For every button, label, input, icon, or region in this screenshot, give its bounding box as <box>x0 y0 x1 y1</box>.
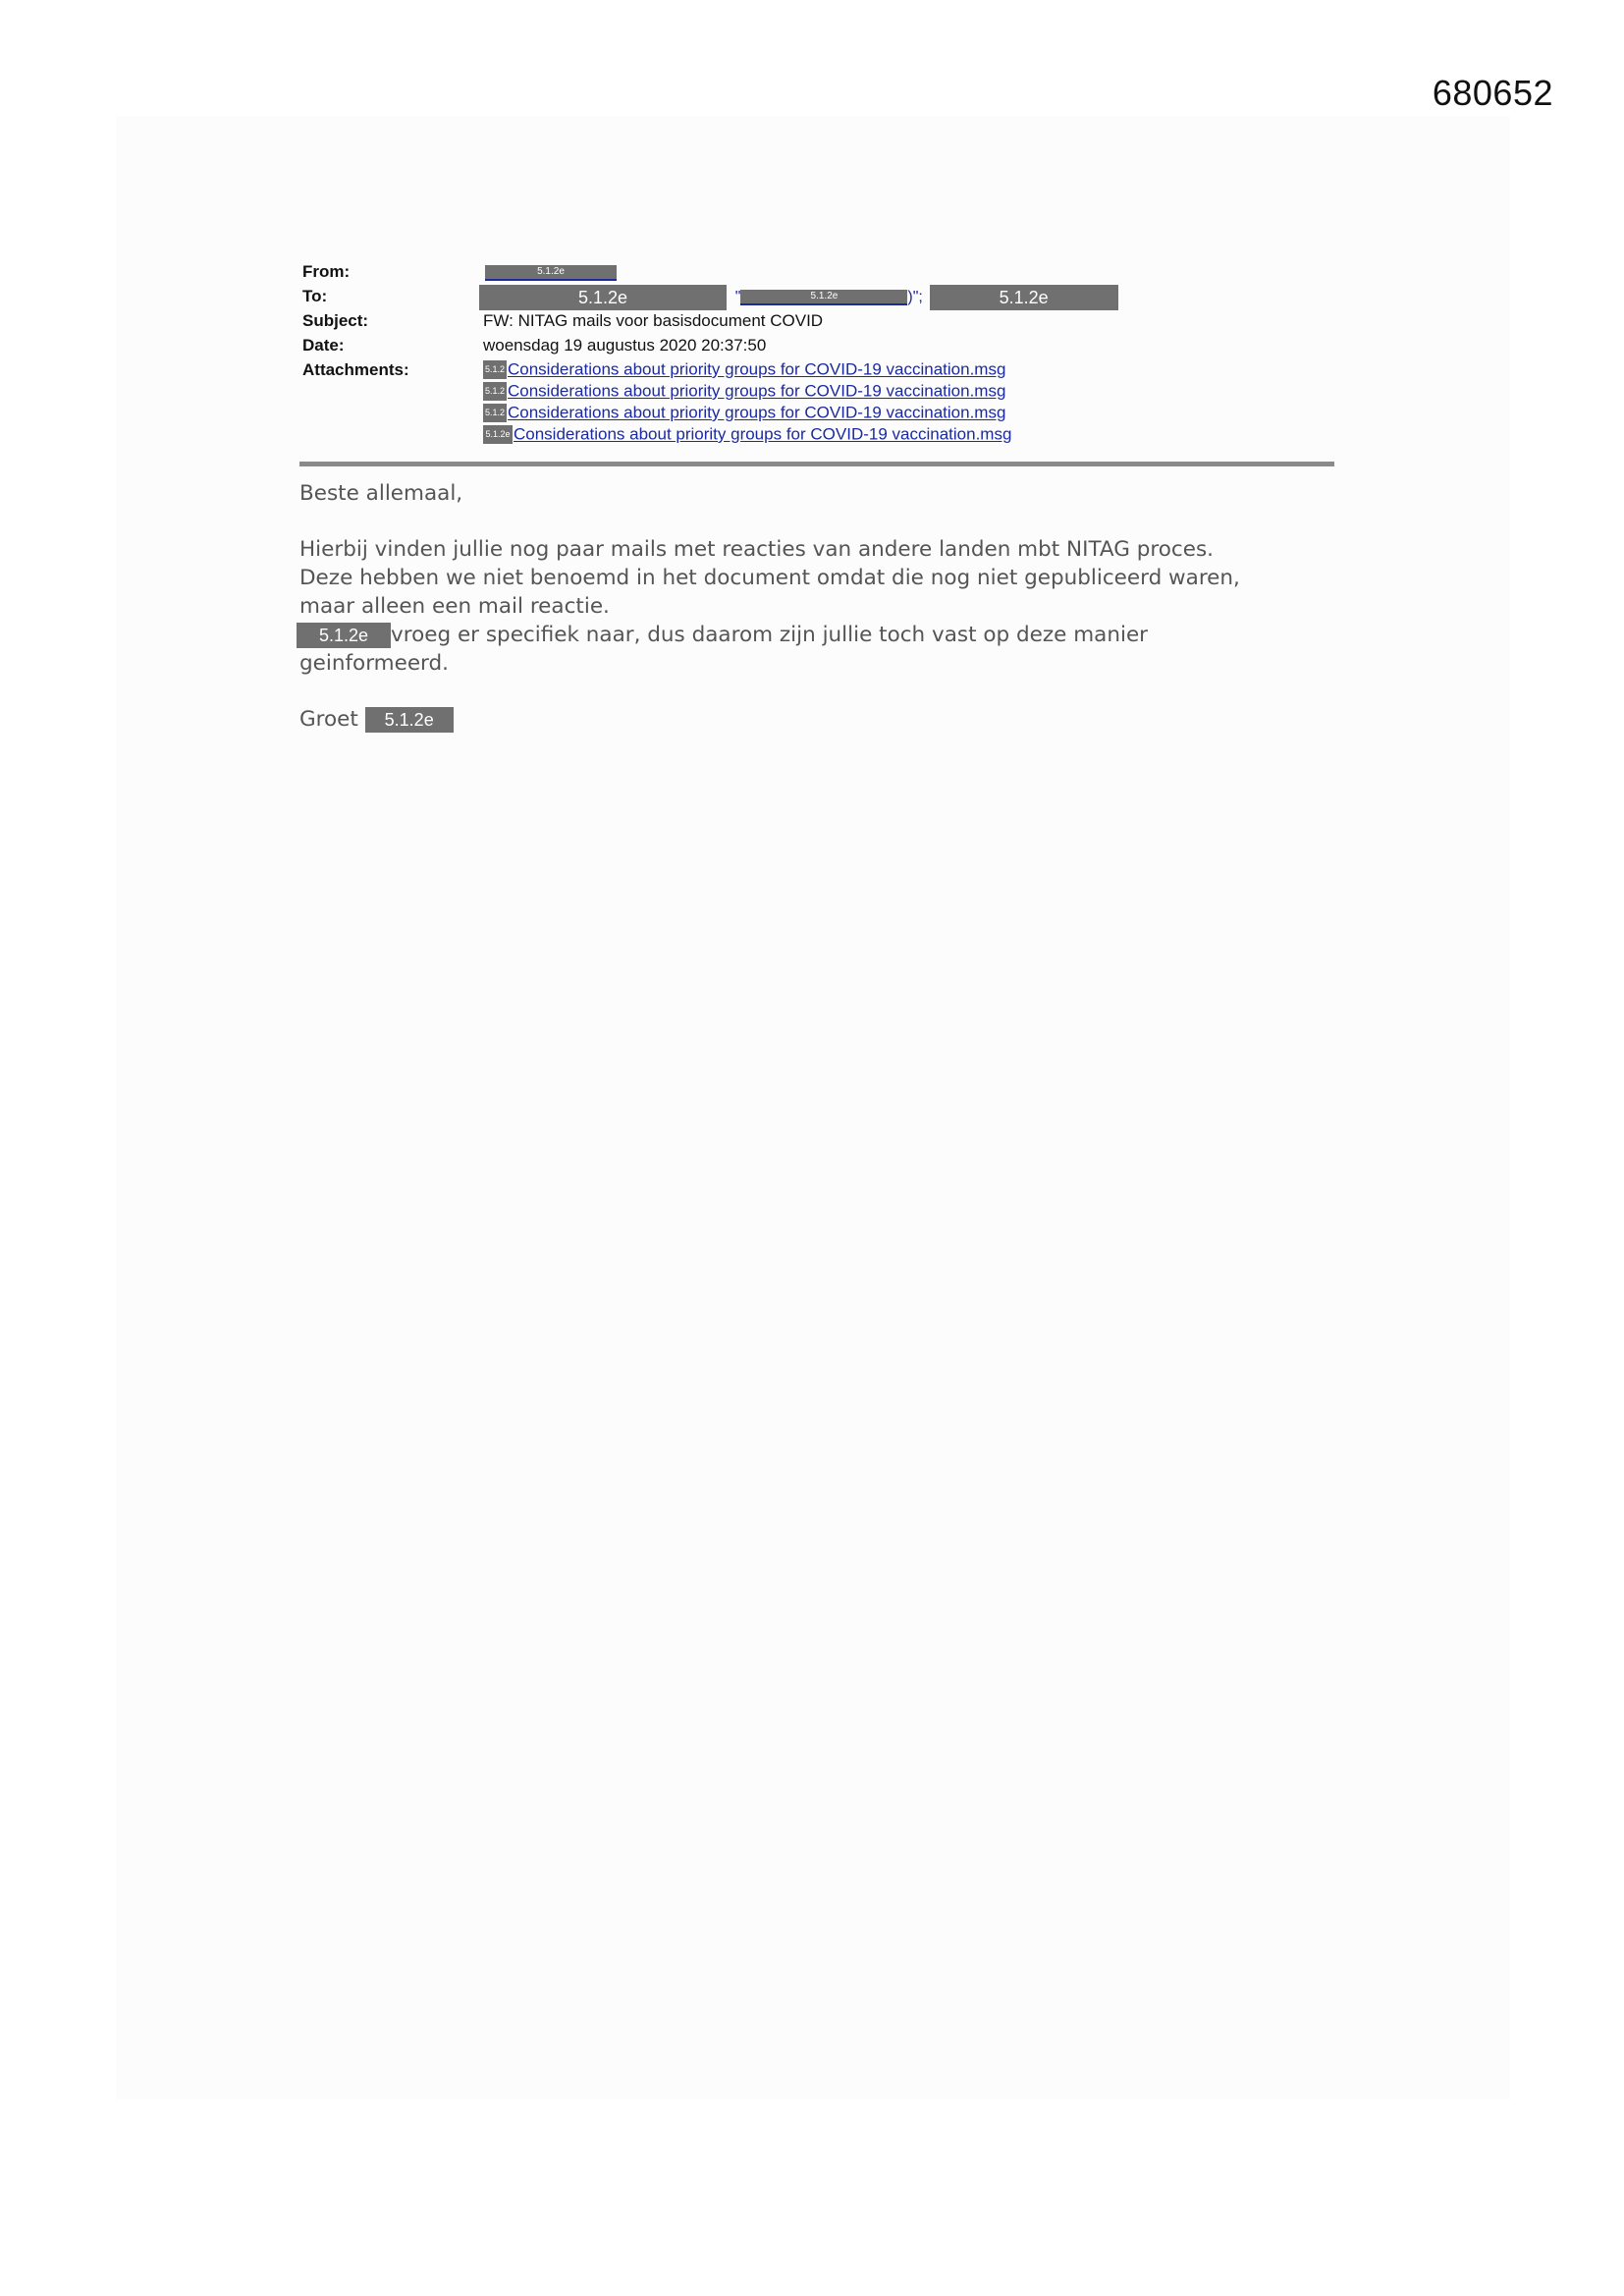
body-paragraph <box>299 535 1360 678</box>
closing-text: Groet <box>299 707 358 732</box>
attachments-label: Attachments: <box>302 360 409 379</box>
date-label: Date: <box>302 336 345 355</box>
attachment-link[interactable]: Considerations about priority groups for COVID-19 vaccination.msg <box>514 424 1012 444</box>
redaction-block: 5.1.2e <box>297 623 391 648</box>
to-quote-open: " <box>734 289 741 305</box>
email-body <box>299 479 1360 761</box>
document-number: 680652 <box>1432 73 1553 113</box>
body-line: maar alleen een mail reactie. <box>299 594 610 619</box>
header-divider <box>299 462 1334 466</box>
attachment-link[interactable]: Considerations about priority groups for COVID-19 vaccination.msg <box>508 359 1006 379</box>
redaction-block: 5.1.2e <box>740 290 907 305</box>
body-line: Deze hebben we niet benoemd in het document omdat die nog niet gepubliceerd waren, <box>299 566 1240 590</box>
subject-label: Subject: <box>302 311 369 330</box>
redaction-block: 5.1.2 <box>483 404 507 422</box>
attachment-item <box>483 380 1011 402</box>
redaction-block: 5.1.2 <box>483 360 507 379</box>
date-row <box>302 333 1343 357</box>
to-row <box>302 284 1343 308</box>
subject-row <box>302 308 1343 333</box>
from-label: From: <box>302 262 351 281</box>
greeting-text: Beste allemaal, <box>299 481 463 506</box>
redaction-block: 5.1.2e <box>930 285 1118 310</box>
closing <box>299 705 1360 734</box>
from-row <box>302 259 1343 284</box>
from-value <box>483 259 617 284</box>
redaction-block: 5.1.2 <box>483 382 507 401</box>
attachment-item <box>483 358 1011 380</box>
greeting <box>299 479 1360 508</box>
to-label: To: <box>302 287 328 305</box>
date-value: woensdag 19 augustus 2020 20:37:50 <box>483 336 767 355</box>
attachment-link[interactable]: Considerations about priority groups for COVID-19 vaccination.msg <box>508 403 1006 422</box>
body-line: Hierbij vinden jullie nog paar mails met reacties van andere landen mbt NITAG proces. <box>299 537 1214 562</box>
body-line-text: vroeg er specifiek naar, dus daarom zijn jullie toch vast op deze manier <box>391 623 1149 647</box>
subject-value: FW: NITAG mails voor basisdocument COVID <box>483 311 824 330</box>
to-quote-close: )"; <box>907 289 923 305</box>
body-line: geinformeerd. <box>299 651 450 676</box>
closing-line <box>299 705 1360 734</box>
attachments-row <box>302 357 1343 446</box>
redaction-block: 5.1.2e <box>479 285 727 310</box>
attachment-item <box>483 402 1011 423</box>
redaction-block: 5.1.2e <box>483 425 513 444</box>
redaction-block: 5.1.2e <box>365 707 454 733</box>
attachments-list <box>483 358 1011 445</box>
to-value <box>479 284 1118 310</box>
body-line-with-redaction <box>299 621 1360 649</box>
attachment-item <box>483 423 1011 445</box>
email-header <box>302 259 1343 446</box>
redaction-block: 5.1.2e <box>485 265 617 281</box>
attachment-link[interactable]: Considerations about priority groups for COVID-19 vaccination.msg <box>508 381 1006 401</box>
